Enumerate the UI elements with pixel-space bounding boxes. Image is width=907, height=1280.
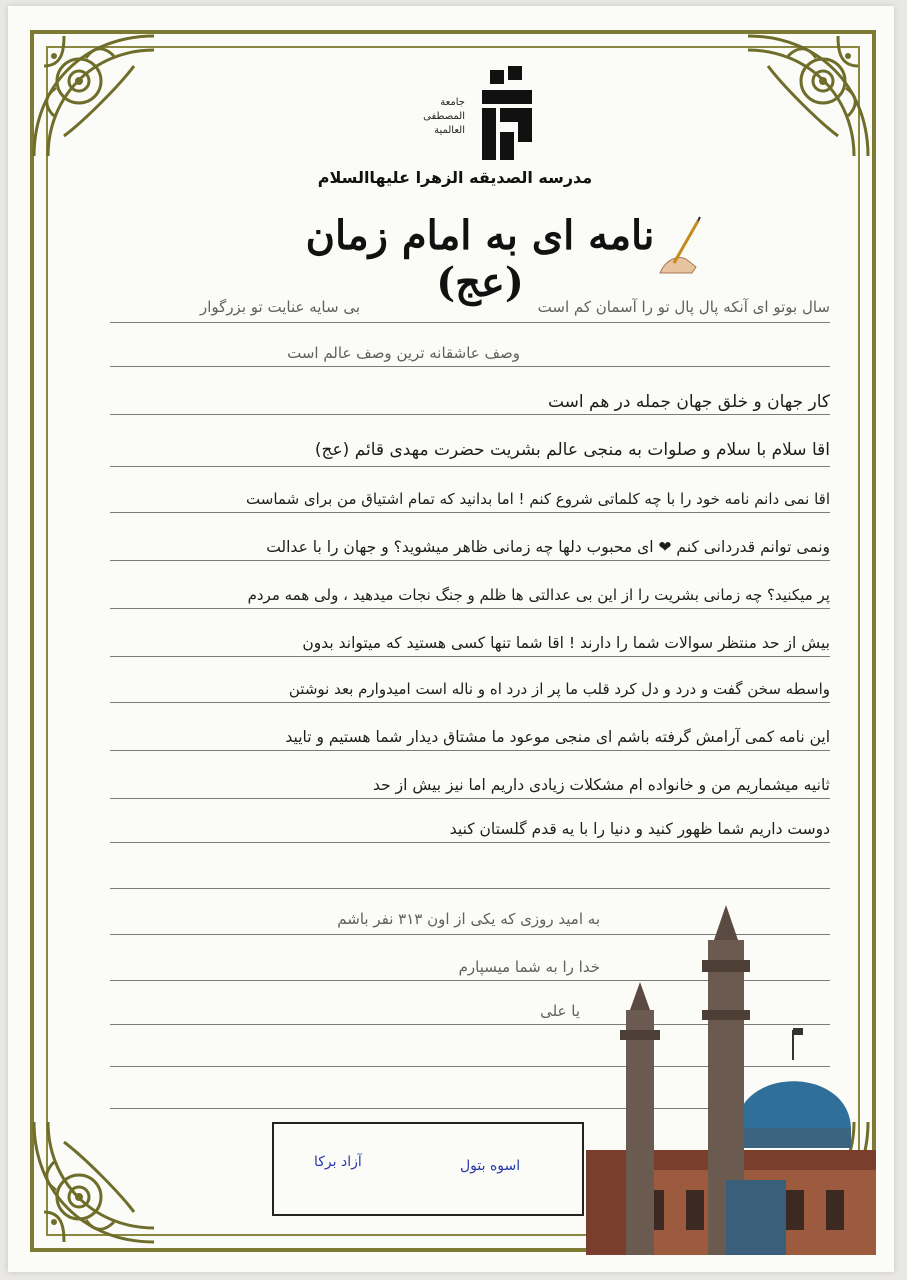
rule-line	[110, 466, 830, 467]
rule-line	[110, 798, 830, 799]
poem-line-1: سال بوتو ای آنکه پال پال تو را آسمان کم است	[537, 298, 830, 316]
signature-box	[272, 1122, 584, 1216]
school-name: مدرسه الصدیقه الزهرا علیهاالسلام	[317, 168, 593, 187]
letter-line-4: پر میکنید؟ چه زمانی بشریت را از این بی عدالتی ها ظلم و جنگ نجات میدهید ، ولی همه مردم	[247, 586, 830, 604]
letter-line-2: اقا نمی دانم نامه خود را با چه کلماتی شروع کنم ! اما بدانید که تمام اشتیاق من برای شماست	[246, 490, 830, 508]
closing-line-2: خدا را به شما میسپارم	[458, 958, 600, 976]
letter-line-7: این نامه کمی آرامش گرفته باشم ای منجی موعود ما مشتاق دیدار شما هستیم و تایید	[285, 728, 830, 746]
logo-line-3: العالمية	[434, 125, 465, 136]
letter-title: نامه ای به امام زمان (عج)	[305, 212, 655, 306]
rule-line	[110, 842, 830, 843]
logo-line-1: جامعة	[440, 97, 465, 108]
letter-line-1: اقا سلام با سلام و صلوات به منجی عالم بشریت حضرت مهدی قائم (عج)	[314, 440, 830, 460]
rule-line	[110, 888, 830, 889]
signature-name: اسوه بتول	[460, 1158, 521, 1174]
rule-line	[110, 366, 830, 367]
closing-line-3: یا علی	[540, 1002, 580, 1020]
rule-line	[110, 512, 830, 513]
letter-line-8: ثانیه میشماریم من و خانواده ام مشکلات زیادی داریم اما نیز بیش از حد	[373, 776, 830, 794]
letter-line-3: ونمی توانم قدردانی کنم ❤ ای محبوب دلها چه زمانی ظاهر میشوید؟ و جهان را با عدالت	[266, 538, 830, 556]
rule-line	[110, 322, 830, 323]
mosque-illustration-icon	[586, 900, 876, 1255]
rule-line	[110, 560, 830, 561]
signature-surname: آزاد برکا	[314, 1154, 362, 1170]
letter-line-9: دوست داریم شما ظهور کنید و دنیا را با یه قدم گلستان کنید	[449, 820, 830, 838]
poem-line-2: بی سایه عنایت تو بزرگوار	[200, 298, 360, 316]
letter-line-6: واسطه سخن گفت و درد و دل کرد قلب ما پر از درد اه و ناله است امیدوارم بعد نوشتن	[288, 680, 830, 698]
rule-line	[110, 414, 830, 415]
poem-line-4: کار جهان و خلق جهان جمله در هم است	[547, 392, 830, 412]
rule-line	[110, 656, 830, 657]
poem-line-3: وصف عاشقانه ترین وصف عالم است	[287, 344, 520, 362]
rule-line	[110, 608, 830, 609]
closing-line-1: به امید روزی که یکی از اون ۳۱۳ نفر باشم	[337, 910, 600, 928]
rule-line	[110, 750, 830, 751]
letter-line-5: بیش از حد منتظر سوالات شما را دارند ! اقا شما تنها کسی هستید که میتواند بدون	[302, 634, 830, 652]
rule-line	[110, 702, 830, 703]
logo-line-2: المصطفى	[423, 111, 465, 122]
